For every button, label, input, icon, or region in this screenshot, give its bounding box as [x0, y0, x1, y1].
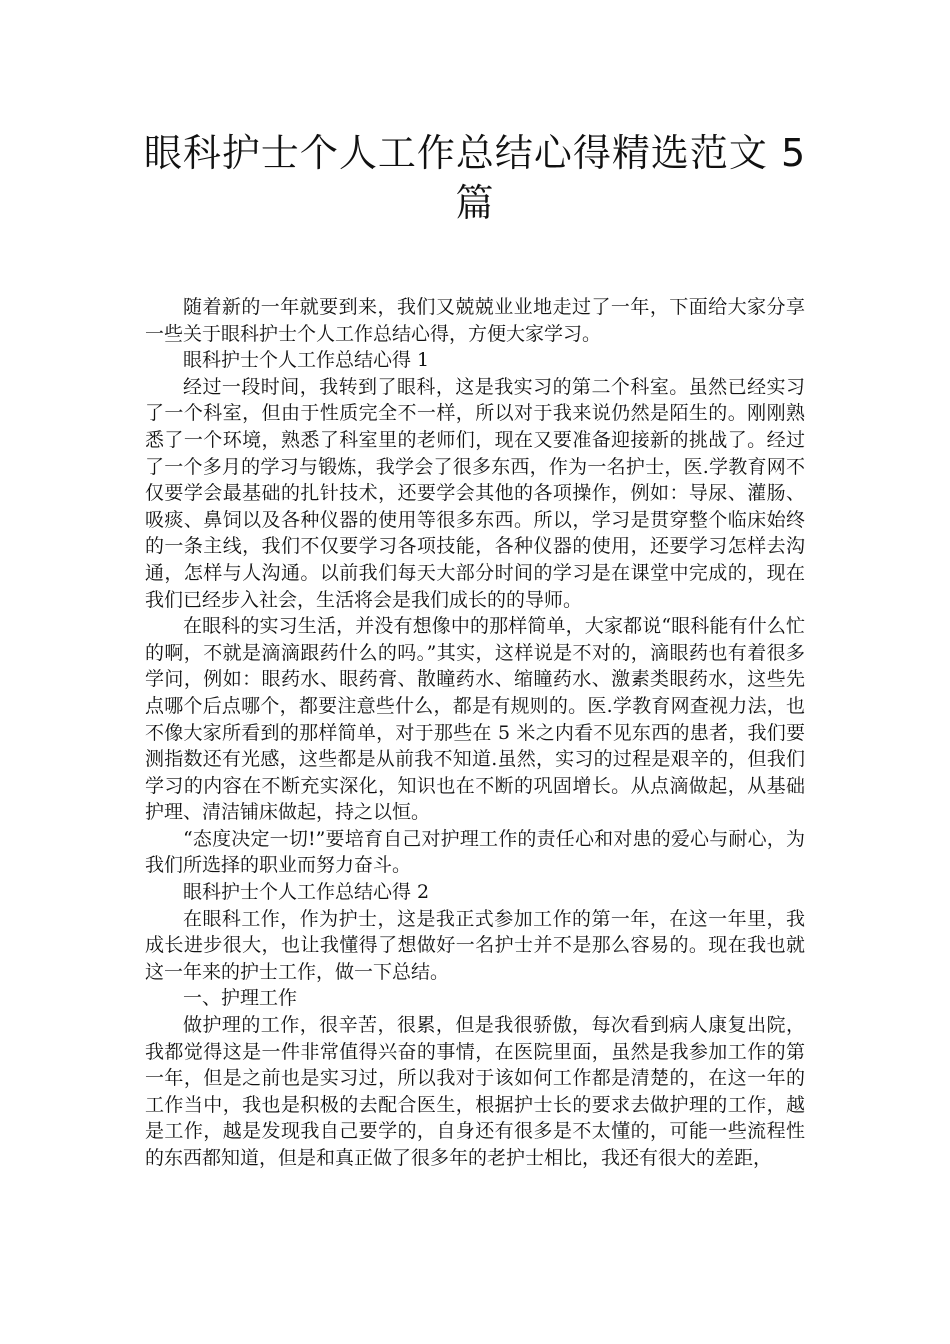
body-paragraph: 在眼科的实习生活，并没有想像中的那样简单，大家都说“眼科能有什么忙的啊，不就是滴滴跟药什么的吗。”其实，这样说是不对的，滴眼药也有着很多学问，例如：眼药水、眼药膏、散瞳药水、缩瞳药水、激素类眼药水，这些先点哪个后点哪个，都要注意些什么，都是有规则的。医.学教育网查视力法，也不像大家所看到的那样简单，对于那些在 5 米之内看不见东西的患者，我们要测指数还有光感，这些都是从前我不知道.虽然，实习的过程是艰辛的，但我们学习的内容在不断充实深化，知识也在不断的巩固增长。从点滴做起，从基础护理、清洁铺床做起，持之以恒。 [145, 615, 805, 824]
document-title: 眼科护士个人工作总结心得精选范文 5 篇 [143, 131, 807, 225]
subsection-heading: 一、护理工作 [183, 987, 298, 1010]
section-heading-2: 眼科护士个人工作总结心得 2 [183, 881, 430, 904]
intro-paragraph: 随着新的一年就要到来，我们又兢兢业业地走过了一年，下面给大家分享一些关于眼科护士个人工作总结心得，方便大家学习。 [145, 296, 805, 345]
body-paragraph: “态度决定一切!”要培育自己对护理工作的责任心和对患的爱心与耐心，为我们所选择的职业而努力奋斗。 [145, 827, 805, 877]
body-paragraph: 做护理的工作，很辛苦，很累，但是我很骄傲，每次看到病人康复出院，我都觉得这是一件非常值得兴奋的事情，在医院里面，虽然是我参加工作的第一年，但是之前也是实习过，所以我对于该如何工作都是清楚的，在这一年的工作当中，我也是积极的去配合医生，根据护士长的要求去做护理的工作，越是工作，越是发现我自己要学的，自身还有很多是不太懂的，可能一些流程性的东西都知道，但是和真正做了很多年的老护士相比，我还有很大的差距， [145, 1014, 805, 1169]
section-heading-1: 眼科护士个人工作总结心得 1 [183, 349, 430, 372]
body-paragraph: 在眼科工作，作为护士，这是我正式参加工作的第一年，在这一年里，我成长进步很大，也让我懂得了想做好一名护士并不是那么容易的。现在我也就这一年来的护士工作，做一下总结。 [145, 907, 805, 983]
document-body [145, 294, 805, 1172]
body-paragraph: 经过一段时间，我转到了眼科，这是我实习的第二个科室。虽然已经实习了一个科室，但由于性质完全不一样，所以对于我来说仍然是陌生的。刚刚熟悉了一个环境，熟悉了科室里的老师们，现在又要准备迎接新的挑战了。经过了一个多月的学习与锻炼，我学会了很多东西，作为一名护士，医.学教育网不仅要学会最基础的扎针技术，还要学会其他的各项操作，例如：导尿、灌肠、吸痰、鼻饲以及各种仪器的使用等很多东西。所以，学习是贯穿整个临床始终的一条主线，我们不仅要学习各项技能，各种仪器的使用，还要学习怎样去沟通，怎样与人沟通。以前我们每天大部分时间的学习是在课堂中完成的，现在我们已经步入社会，生活将会是我们成长的的导师。 [145, 375, 805, 611]
